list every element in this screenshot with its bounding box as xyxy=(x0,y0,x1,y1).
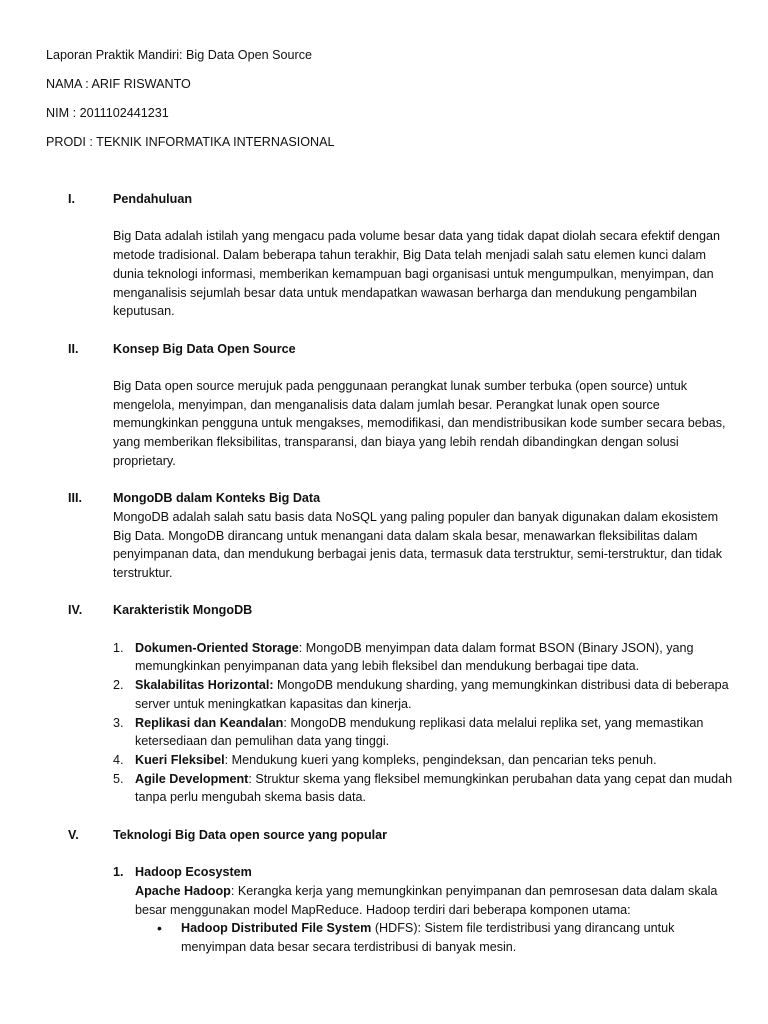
list-item-text: : Mendukung kueri yang kompleks, pengindeksan, dan pencarian teks penuh. xyxy=(224,753,657,767)
list-item-term: Replikasi dan Keandalan xyxy=(135,715,284,730)
list-number: 2. xyxy=(113,678,124,693)
list-item-text: : MongoDB mendukung replikasi data melalui replika set, yang memastikan ketersediaan dan pemulihan data yang tinggi. xyxy=(135,715,704,749)
list-number: 1. xyxy=(113,865,124,880)
list-item xyxy=(113,676,733,713)
list-item-term: Apache Hadoop xyxy=(135,883,231,898)
section-number: V. xyxy=(68,827,79,842)
list-item-term: Skalabilitas Horizontal: xyxy=(135,678,274,693)
section-karakteristik xyxy=(46,601,768,807)
numbered-list xyxy=(113,863,733,957)
list-item xyxy=(113,770,733,807)
section-title: Teknologi Big Data open source yang popular xyxy=(113,827,388,842)
section-paragraph: MongoDB adalah salah satu basis data NoSQL yang paling populer dan banyak digunakan dalam ekosistem Big Data. MongoDB dirancang untuk menangani data dalam skala besar, menawarkan fleksibilitas dalam penyimpanan data, dan mendukung berbagai jenis data, termasuk data terstruktur, semi-terstruktur, dan tidak terstruktur. xyxy=(113,509,723,580)
list-item xyxy=(113,639,733,676)
report-title: Laporan Praktik Mandiri: Big Data Open Source xyxy=(46,48,313,62)
list-item-term: Dokumen-Oriented Storage xyxy=(135,640,299,655)
section-title: Konsep Big Data Open Source xyxy=(113,341,296,356)
list-item-term: Kueri Fleksibel xyxy=(135,753,225,767)
bullet-text: (HDFS): Sistem file terdistribusi yang dirancang untuk menyimpan data besar secara terdistribusi di banyak mesin. xyxy=(181,921,675,954)
section-paragraph: Big Data open source merujuk pada penggunaan perangkat lunak sumber terbuka (open source) untuk mengelola, menyimpan, dan menganalisis data dalam jumlah besar. Perangkat lunak open source memungkinkan pengguna untuk mengakses, memodifikasi, dan mendistribusikan kode sumber secara bebas, yang memberikan fleksibilitas, transparansi, dan biaya yang lebih rendah dibandingkan dengan solusi proprietary. xyxy=(113,378,726,468)
bullet-icon: • xyxy=(157,920,162,937)
bullet-term: Hadoop Distributed File System xyxy=(181,921,372,936)
numbered-list xyxy=(113,639,733,807)
study-program: PRODI : TEKNIK INFORMATIKA INTERNASIONAL xyxy=(46,135,335,149)
section-paragraph: Big Data adalah istilah yang mengacu pada volume besar data yang tidak dapat diolah secara efektif dengan metode tradisional. Dalam beberapa tahun terakhir, Big Data telah menjadi salah satu elemen kunci dalam dunia teknologi informasi, memberikan kemampuan bagi organisasi untuk mengumpulkan, menyimpan, dan menganalisis sejumlah besar data untuk mendapatkan wawasan berharga dan mendukung pengambilan keputusan. xyxy=(113,229,721,319)
list-item-text: : MongoDB menyimpan data dalam format BSON (Binary JSON), yang memungkinkan penyimpanan data yang lebih fleksibel dan mendukung berbagai tipe data. xyxy=(135,640,694,674)
list-number: 1. xyxy=(113,640,124,655)
list-item xyxy=(113,714,733,751)
list-item xyxy=(113,863,733,919)
section-teknologi xyxy=(46,826,768,957)
section-title: Karakteristik MongoDB xyxy=(113,603,253,618)
student-nim: NIM : 2011102441231 xyxy=(46,106,169,120)
section-title: Pendahuluan xyxy=(113,192,193,206)
section-number: IV. xyxy=(68,603,83,618)
section-number: I. xyxy=(68,192,75,206)
section-konsep xyxy=(46,340,768,471)
list-item-term: Agile Development xyxy=(135,771,249,786)
subsection-title: Hadoop Ecosystem xyxy=(135,865,252,880)
list-number: 4. xyxy=(113,753,124,767)
list-number: 3. xyxy=(113,715,124,730)
section-pendahuluan xyxy=(46,190,768,321)
bullet-item xyxy=(113,919,733,956)
list-item-text: MongoDB mendukung sharding, yang memungkinkan distribusi data di beberapa server untuk meningkatkan kapasitas dan kinerja. xyxy=(135,678,729,711)
section-number: III. xyxy=(68,491,82,506)
student-name: NAMA : ARIF RISWANTO xyxy=(46,77,191,91)
list-item-text: : Struktur skema yang fleksibel memungkinkan perubahan data yang cepat dan mudah tanpa perlu mengubah skema basis data. xyxy=(135,771,733,805)
list-number: 5. xyxy=(113,771,124,786)
section-number: II. xyxy=(68,341,79,356)
section-mongodb-konteks xyxy=(46,489,768,583)
list-item-text: : Kerangka kerja yang memungkinkan penyimpanan dan pemrosesan data dalam skala besar menggunakan model MapReduce. Hadoop terdiri dari beberapa komponen utama: xyxy=(135,883,718,917)
section-title: MongoDB dalam Konteks Big Data xyxy=(113,491,321,506)
list-item xyxy=(113,751,733,770)
